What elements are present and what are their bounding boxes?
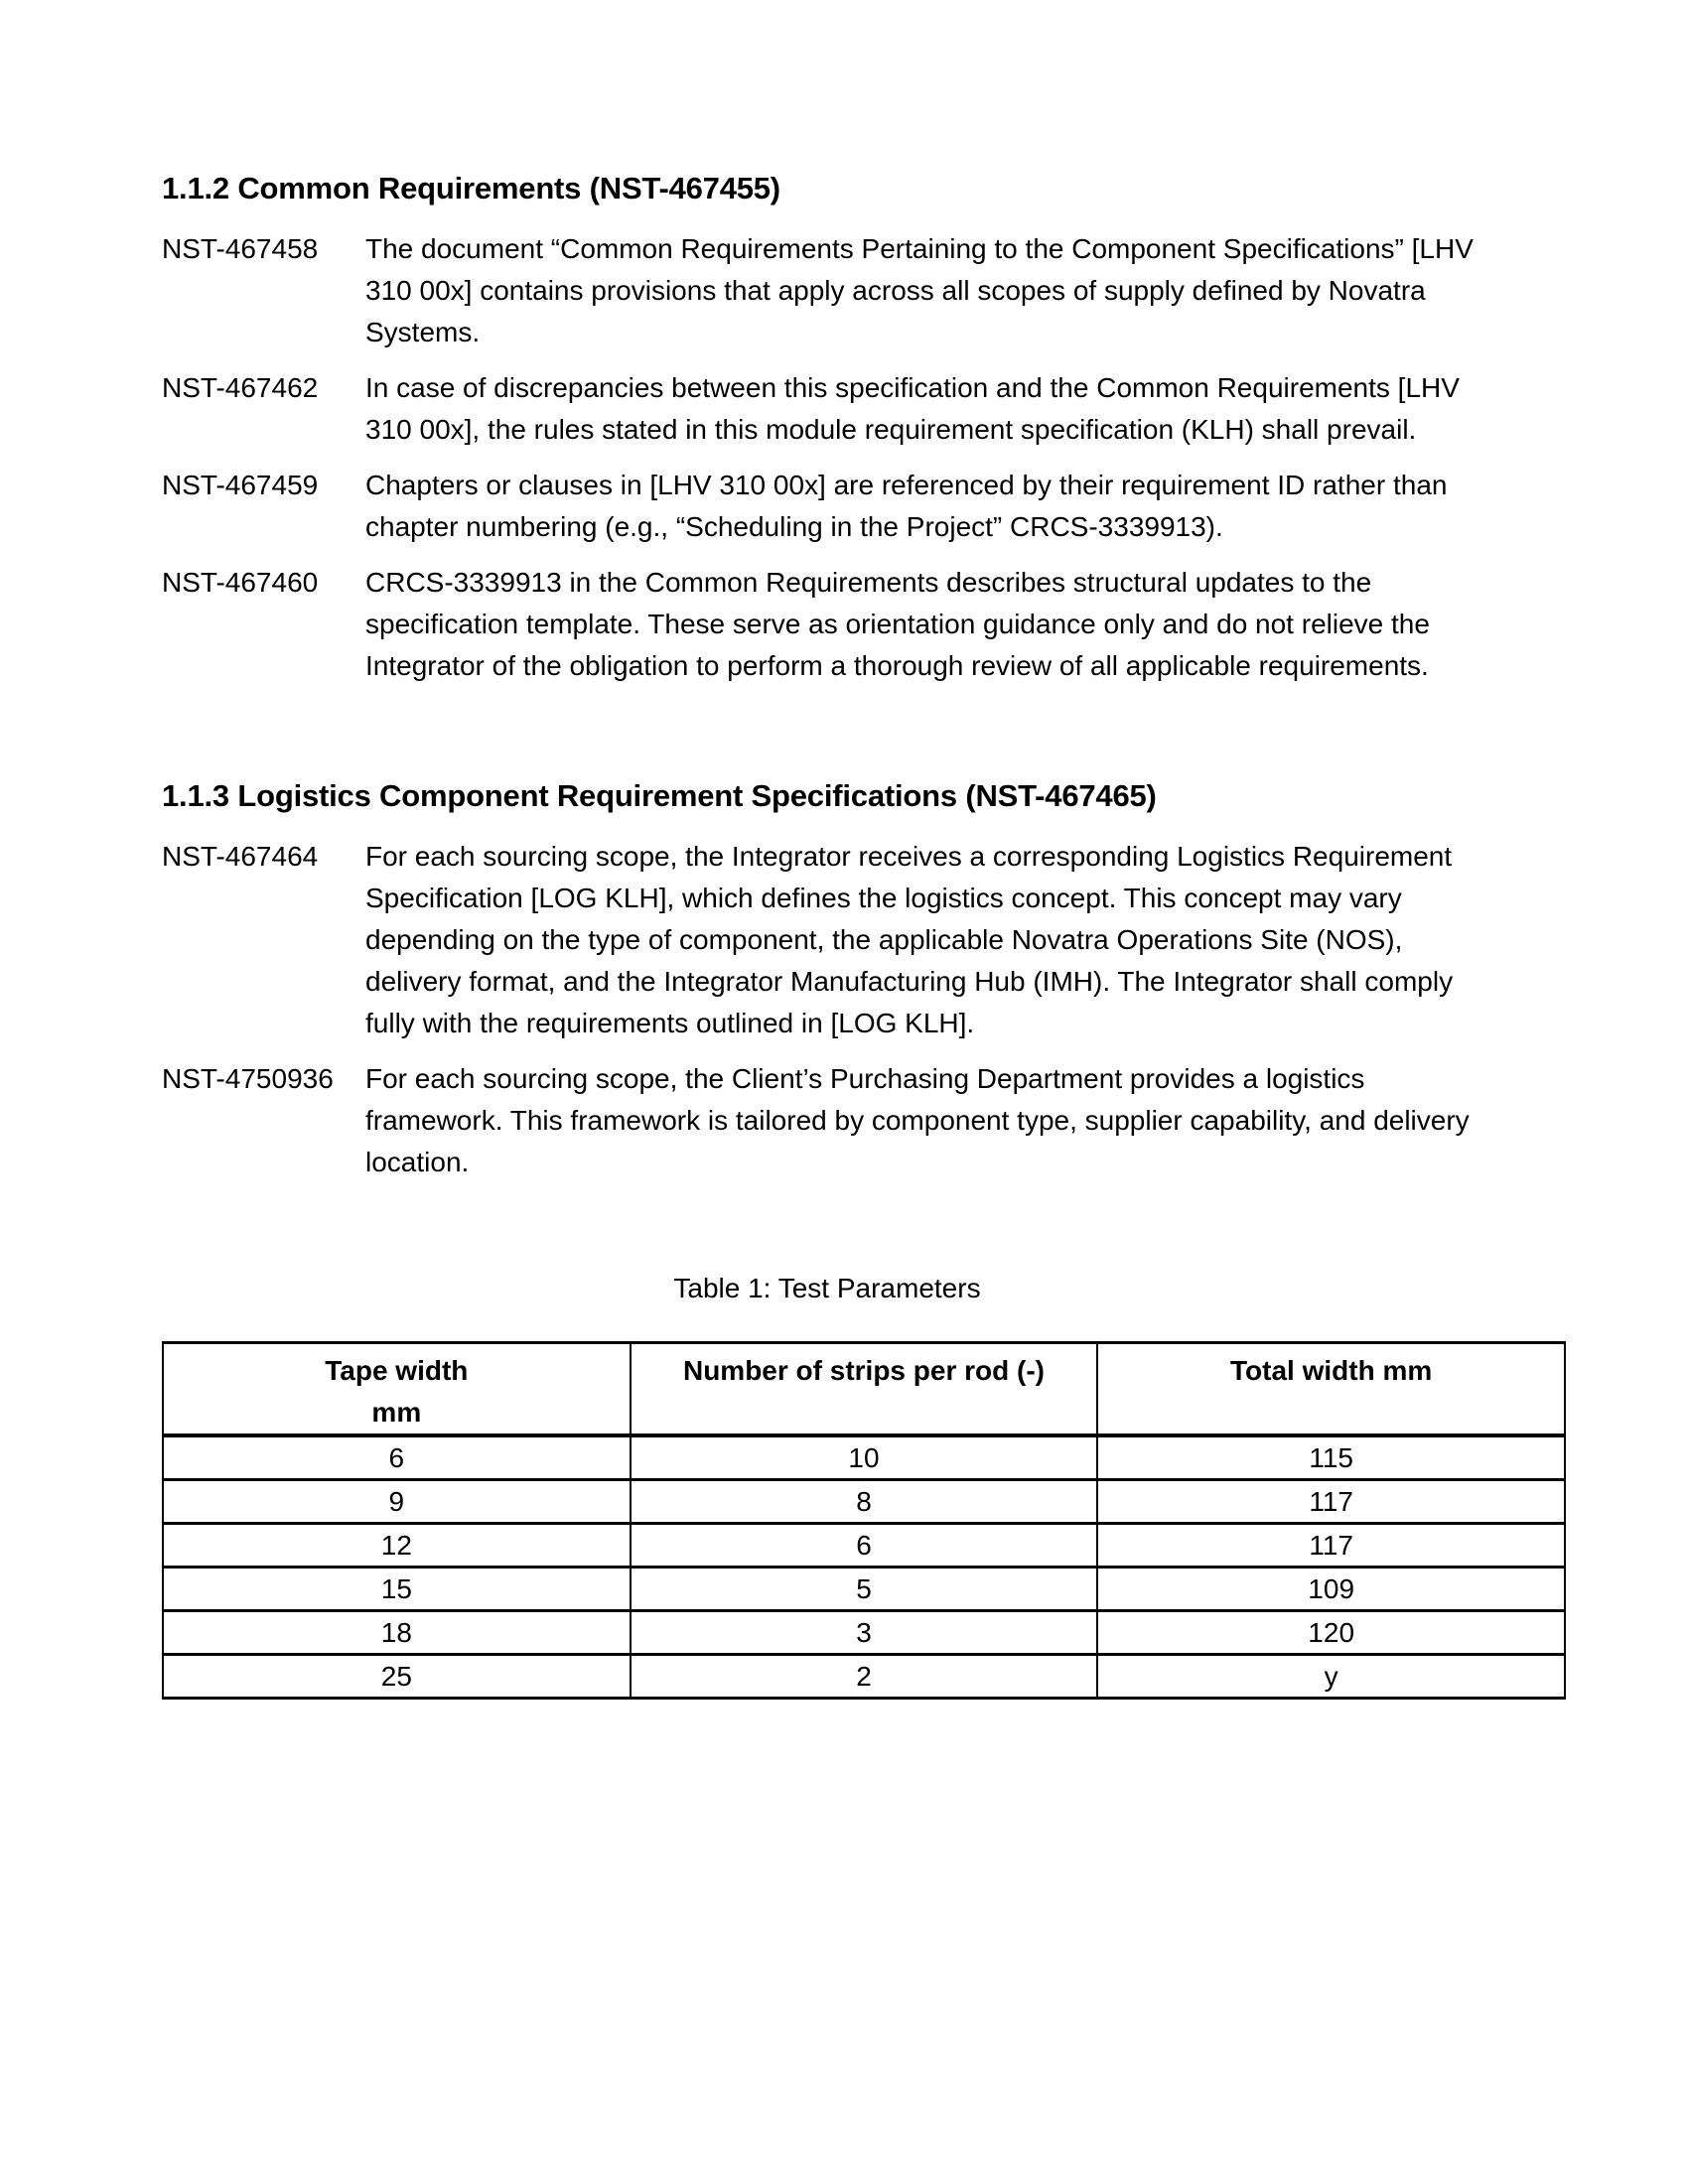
column-header-line2: mm bbox=[371, 1397, 422, 1428]
table-row bbox=[163, 1568, 1565, 1611]
column-header-strips-per-rod bbox=[631, 1343, 1098, 1436]
requirement-text: The document “Common Requirements Pertaining to the Component Specifications” [LHV 310 00x] contains provisions that apply across all scopes of supply defined by Novatra Systems. bbox=[365, 233, 1474, 347]
table-cell: 10 bbox=[631, 1435, 1098, 1480]
requirement-id: NST-467459 bbox=[162, 470, 319, 500]
column-header-tape-width bbox=[163, 1343, 631, 1436]
requirement-id: NST-4750936 bbox=[162, 1063, 334, 1094]
table-cell: 12 bbox=[163, 1524, 631, 1568]
table-cell: 8 bbox=[631, 1480, 1098, 1524]
table-row bbox=[163, 1480, 1565, 1524]
table-cell: 6 bbox=[163, 1435, 631, 1480]
table-cell: 3 bbox=[631, 1611, 1098, 1655]
table-cell: 115 bbox=[1097, 1435, 1565, 1480]
table-cell: 25 bbox=[163, 1655, 631, 1699]
requirement-text: For each sourcing scope, the Client’s Purchasing Department provides a logistics framework. This framework is tailored by component type, supplier capability, and delivery location. bbox=[365, 1063, 1470, 1177]
column-header-line1: Tape width bbox=[325, 1355, 469, 1386]
table-cell: y bbox=[1097, 1655, 1565, 1699]
requirement-row bbox=[162, 836, 1566, 1044]
requirement-id: NST-467458 bbox=[162, 233, 319, 264]
table-cell: 109 bbox=[1097, 1568, 1565, 1611]
table-cell: 117 bbox=[1097, 1480, 1565, 1524]
requirement-id: NST-467462 bbox=[162, 372, 319, 403]
requirement-row bbox=[162, 1058, 1566, 1183]
requirement-row bbox=[162, 465, 1566, 548]
requirement-id: NST-467460 bbox=[162, 567, 319, 598]
table-caption: Table 1: Test Parameters bbox=[673, 1273, 981, 1303]
requirement-id: NST-467464 bbox=[162, 841, 319, 872]
column-header-line1: Number of strips per rod (-) bbox=[682, 1355, 1045, 1386]
table-cell: 117 bbox=[1097, 1524, 1565, 1568]
column-header-line1: Total width mm bbox=[1230, 1355, 1433, 1386]
table-row bbox=[163, 1655, 1565, 1699]
table-row bbox=[163, 1524, 1565, 1568]
table-cell: 6 bbox=[631, 1524, 1098, 1568]
table-cell: 18 bbox=[163, 1611, 631, 1655]
requirement-text: Chapters or clauses in [LHV 310 00x] are referenced by their requirement ID rather than chapter numbering (e.g., “Scheduling in the Project” CRCS-3339913). bbox=[365, 470, 1448, 542]
requirement-row bbox=[162, 228, 1566, 353]
column-header-total-width bbox=[1097, 1343, 1565, 1436]
table-row bbox=[163, 1435, 1565, 1480]
table-cell: 5 bbox=[631, 1568, 1098, 1611]
table-cell: 120 bbox=[1097, 1611, 1565, 1655]
table-header-row bbox=[163, 1343, 1565, 1436]
requirement-text: For each sourcing scope, the Integrator receives a corresponding Logistics Requirement Specification [LOG KLH], which defines the logistics concept. This concept may vary depending on the type of component, the applicable Novatra Operations Site (NOS), delivery format, and the Integrator Manufacturing Hub (IMH). The Integrator shall comply fully with the requirements outlined in [LOG KLH]. bbox=[365, 841, 1454, 1038]
requirement-text: In case of discrepancies between this specification and the Common Requirements [LHV 310 00x], the rules stated in this module requirement specification (KLH) shall prevail. bbox=[365, 372, 1460, 445]
requirement-row bbox=[162, 367, 1566, 451]
test-parameters-table bbox=[162, 1341, 1566, 1700]
table-cell: 9 bbox=[163, 1480, 631, 1524]
section-heading-1-1-2: 1.1.2 Common Requirements (NST-467455) bbox=[162, 171, 780, 205]
document-content bbox=[162, 149, 1566, 1700]
table-cell: 15 bbox=[163, 1568, 631, 1611]
section-heading-1-1-3: 1.1.3 Logistics Component Requirement Specifications (NST-467465) bbox=[162, 778, 1157, 813]
table-header bbox=[163, 1343, 1565, 1436]
requirement-text: CRCS-3339913 in the Common Requirements describes structural updates to the specification template. These serve as orientation guidance only and do not relieve the Integrator of the obligation to perform a thorough review of all applicable requirements. bbox=[365, 567, 1430, 681]
table-cell: 2 bbox=[631, 1655, 1098, 1699]
table-body bbox=[163, 1435, 1565, 1699]
table-row bbox=[163, 1611, 1565, 1655]
requirement-row bbox=[162, 562, 1566, 687]
